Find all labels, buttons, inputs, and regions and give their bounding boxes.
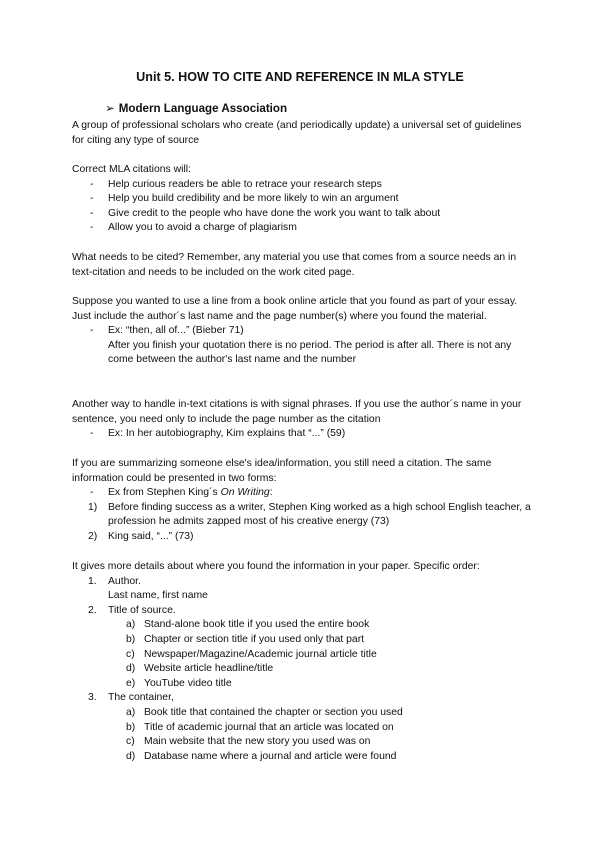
document-title: Unit 5. HOW TO CITE AND REFERENCE IN MLA STYLE	[136, 70, 464, 84]
numbered-item	[72, 604, 534, 619]
list-item	[72, 178, 534, 193]
lettered-item	[72, 721, 534, 736]
number-marker: 2)	[88, 530, 98, 542]
number-marker: 1.	[88, 575, 97, 587]
numbered-item-text: Before finding success as a writer, Stephen King worked as a high school English teacher, a profession he admits zapped most of his creative energy (73)	[108, 501, 531, 528]
lettered-item-text: Database name where a journal and article were found	[144, 750, 397, 762]
lettered-item-text: Stand-alone book title if you used the entire book	[144, 619, 370, 631]
intro-text: A group of professional scholars who create (and periodically update) a universal set of guidelines for citing any type of source	[72, 120, 522, 146]
numbered-item	[72, 501, 534, 530]
dash-bullet: -	[90, 428, 94, 440]
signal-text: Another way to handle in-text citations is with signal phrases. If you use the author´s name in your sentence, you need only to include the page number as the citation	[72, 399, 522, 425]
list-item	[72, 324, 534, 339]
list-item-text: Allow you to avoid a charge of plagiarism	[108, 222, 297, 234]
book-title: On Writing	[220, 487, 270, 499]
dash-bullet: -	[90, 178, 94, 190]
list-item	[72, 486, 534, 501]
lettered-item	[72, 618, 534, 633]
order-section	[72, 560, 534, 764]
example-prefix: Ex from Stephen King´s	[108, 487, 221, 499]
summary-text: If you are summarizing someone else's idea/information, you still need a citation. The same information could be presented in two forms:	[72, 458, 492, 484]
lettered-item-text: Newspaper/Magazine/Academic journal article title	[144, 648, 377, 660]
example-text: Ex: “then, all of...” (Bieber 71)	[108, 325, 244, 337]
example-suffix: :	[269, 487, 273, 499]
source-label: Title of source.	[108, 604, 176, 616]
list-item	[72, 192, 534, 207]
dash-bullet: -	[90, 207, 94, 219]
letter-marker: d)	[126, 750, 136, 762]
letter-marker: a)	[126, 619, 136, 631]
example-note: After you finish your quotation there is no period. The period is after all. There is not any come between the author's last name and the number	[108, 339, 512, 366]
list-item-text: Give credit to the people who have done the work you want to talk about	[108, 207, 441, 219]
numbered-item-text: King said, “...” (73)	[108, 530, 194, 542]
dash-bullet: -	[90, 487, 94, 499]
lettered-item	[72, 735, 534, 750]
arrow-bullet-icon: ➢	[105, 102, 115, 115]
numbered-item	[72, 575, 534, 590]
list-item-text: Help you build credibility and be more likely to win an argument	[108, 193, 399, 205]
author-detail: Last name, first name	[108, 590, 208, 602]
order-text: It gives more details about where you found the information in your paper. Specific order:	[72, 561, 480, 572]
letter-marker: a)	[126, 706, 136, 718]
suppose-section	[72, 295, 534, 368]
number-marker: 3.	[88, 692, 97, 704]
dash-bullet: -	[90, 222, 94, 234]
lettered-item	[72, 648, 534, 663]
numbered-item	[72, 691, 534, 706]
list-item	[72, 427, 534, 442]
letter-marker: d)	[126, 663, 136, 675]
section-heading	[105, 101, 287, 117]
summary-section	[72, 457, 534, 545]
author-label: Author.	[108, 575, 141, 587]
list-item	[72, 207, 534, 222]
lettered-item-text: Book title that contained the chapter or section you used	[144, 706, 403, 718]
intro-paragraph	[72, 119, 534, 148]
lettered-item-text: Chapter or section title if you used only that part	[144, 633, 365, 645]
lettered-item	[72, 633, 534, 648]
lettered-item-text: YouTube video title	[144, 677, 232, 689]
letter-marker: c)	[126, 648, 135, 660]
lettered-item	[72, 662, 534, 677]
dash-bullet: -	[90, 193, 94, 205]
number-marker: 1)	[88, 501, 98, 513]
lettered-item-text: Title of academic journal that an article was located on	[144, 721, 394, 733]
numbered-item	[72, 530, 534, 545]
what-cited-paragraph	[72, 251, 534, 280]
list-item-text: Help curious readers be able to retrace your research steps	[108, 178, 382, 190]
section-heading-text: Modern Language Association	[118, 102, 288, 115]
letter-marker: b)	[126, 633, 136, 645]
lettered-item	[72, 750, 534, 765]
container-label: The container,	[108, 692, 174, 704]
letter-marker: e)	[126, 677, 136, 689]
signal-phrases-section	[72, 398, 534, 442]
letter-marker: c)	[126, 736, 135, 748]
lettered-item-text: Main website that the new story you used was on	[144, 736, 371, 748]
lettered-item	[72, 706, 534, 721]
example-text: Ex: In her autobiography, Kim explains that “...” (59)	[108, 428, 346, 440]
lettered-item	[72, 677, 534, 692]
correct-citations-section	[72, 163, 534, 236]
suppose-text: Suppose you wanted to use a line from a book online article that you found as part of your essay. Just include the author´s last name and the page number(s) where you found the material.	[72, 296, 518, 322]
dash-bullet: -	[90, 325, 94, 337]
letter-marker: b)	[126, 721, 136, 733]
lettered-item-text: Website article headline/title	[144, 663, 274, 675]
what-cited-text: What needs to be cited? Remember, any material you use that comes from a source needs an in text-citation and needs to be included on the work cited page.	[72, 252, 517, 278]
number-marker: 2.	[88, 604, 97, 616]
correct-lead: Correct MLA citations will:	[72, 164, 191, 175]
list-item	[72, 221, 534, 236]
